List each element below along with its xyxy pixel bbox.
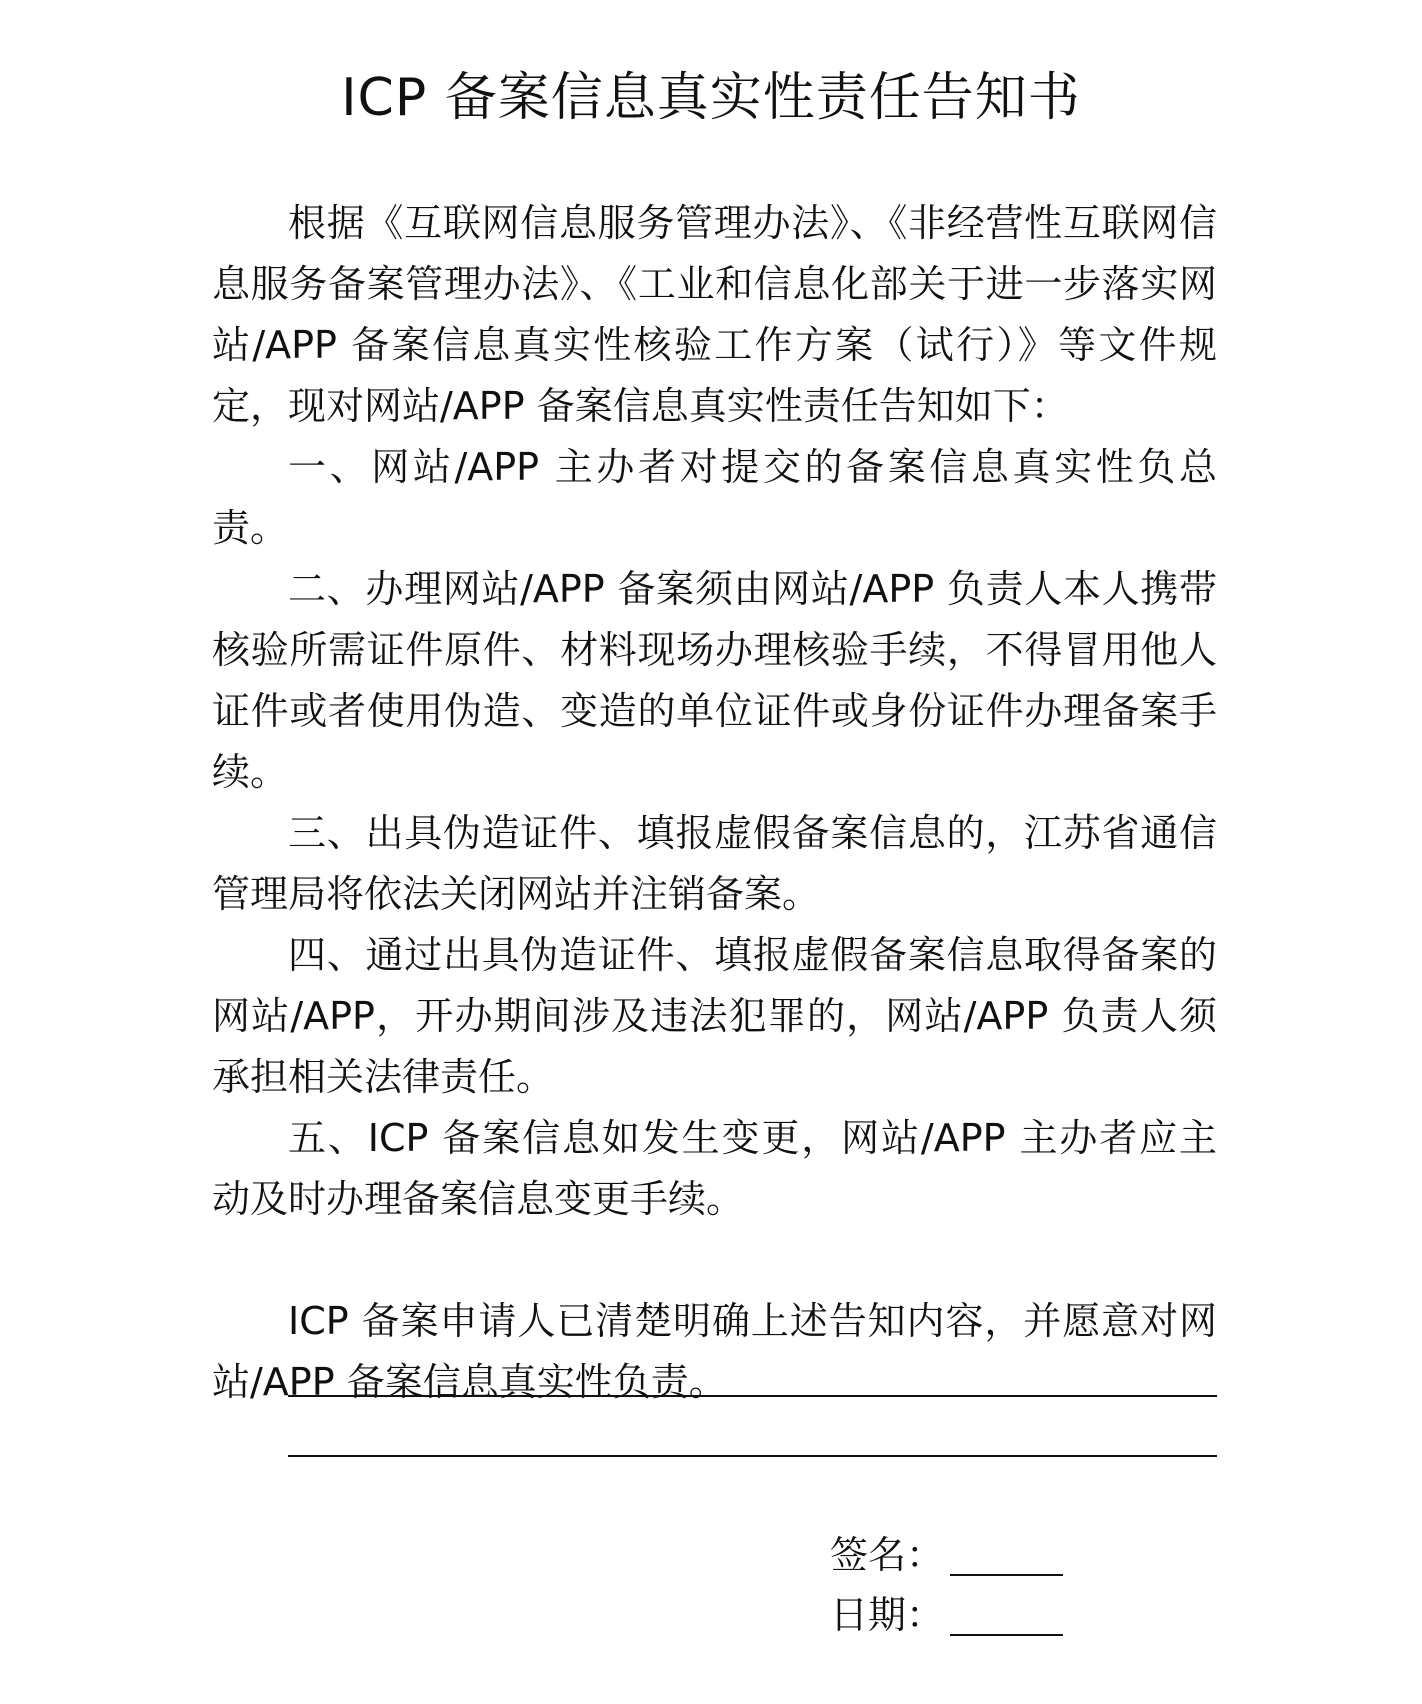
document-title: ICP 备案信息真实性责任告知书: [341, 68, 1081, 128]
date-label: 日期：: [830, 1593, 945, 1637]
signature-row: [830, 1530, 944, 1580]
signature-field[interactable]: [950, 1574, 1063, 1576]
date-field[interactable]: [950, 1634, 1063, 1636]
signature-block: [830, 1530, 944, 1640]
clause-3: 三、出具伪造证件、填报虚假备案信息的，江苏省通信管理局将依法关闭网站并注销备案。: [212, 811, 1217, 916]
paragraph-spacer: [212, 1230, 1217, 1291]
handwriting-line-1[interactable]: [288, 1395, 1217, 1397]
clause-1: 一、网站/APP 主办者对提交的备案信息真实性负总责。: [212, 445, 1217, 550]
intro-paragraph: 根据《互联网信息服务管理办法》、《非经营性互联网信息服务备案管理办法》、《工业和信息化部关于进一步落实网站/APP 备案信息真实性核验工作方案（试行）》等文件规定，现对网站/APP 备案信息真实性责任告知如下：: [212, 201, 1217, 428]
signature-label: 签名：: [830, 1533, 945, 1577]
clause-5: 五、ICP 备案信息如发生变更，网站/APP 主办者应主动及时办理备案信息变更手续。: [212, 1116, 1217, 1221]
handwriting-line-2[interactable]: [288, 1455, 1217, 1457]
date-row: [830, 1590, 944, 1640]
acknowledgement-paragraph: ICP 备案申请人已清楚明确上述告知内容，并愿意对网站/APP 备案信息真实性负责。: [212, 1299, 1217, 1404]
document-body: [212, 193, 1217, 1413]
clause-2: 二、办理网站/APP 备案须由网站/APP 负责人本人携带核验所需证件原件、材料现场办理核验手续，不得冒用他人证件或者使用伪造、变造的单位证件或身份证件办理备案手续。: [212, 567, 1217, 794]
clause-4: 四、通过出具伪造证件、填报虚假备案信息取得备案的网站/APP，开办期间涉及违法犯罪的，网站/APP 负责人须承担相关法律责任。: [212, 933, 1217, 1099]
